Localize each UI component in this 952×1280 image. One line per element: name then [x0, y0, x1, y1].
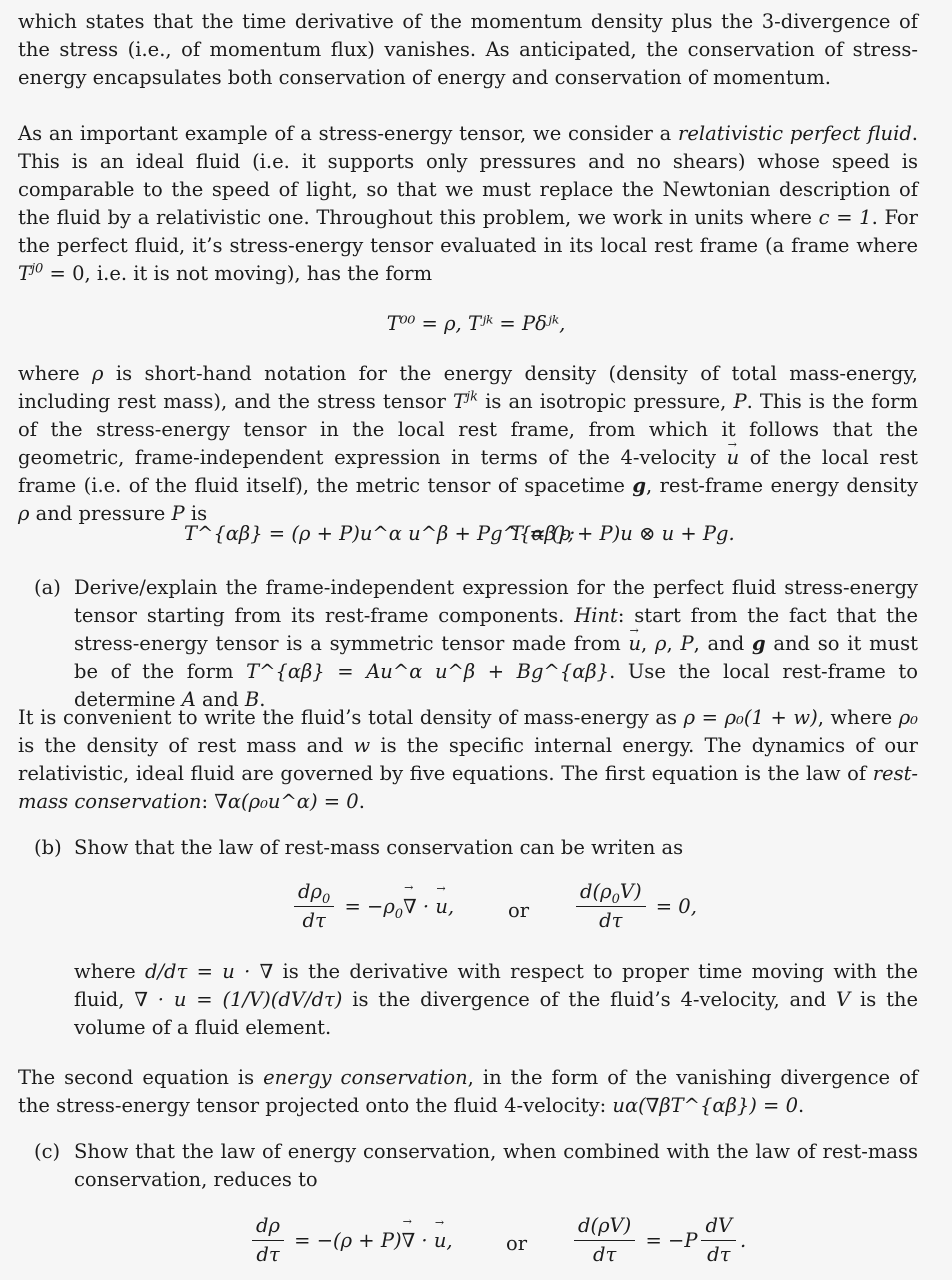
- paragraph-stress-tensor: where ρ is short-hand notation for the energy density (density of total mass-energy, including rest mass), and the stress tensor $T^{jk}$ is an isotropic pressure, P. This is the form of the stress-energy tensor in the local rest frame, from which it follows that the geometric, frame-independent expression in terms of the 4-velocity → u of the local rest frame (i.e. of the fluid itself), the metric tensor of spacetime g, rest-frame energy density ρ and pressure P is: [18, 360, 918, 528]
- units-c-equals-1: c = 1: [818, 206, 872, 229]
- ddtau-definition: d/dτ = u · ∇: [144, 960, 274, 983]
- paragraph-momentum-conservation: [18, 8, 918, 92]
- part-c-text: Show that the law of energy conservation, when combined with the law of rest-mass conservation, reduces to: [74, 1140, 918, 1191]
- p2-rest-b: . For the perfect fluid, it’s stress-energy tensor evaluated in its local rest frame (a frame where: [18, 206, 918, 257]
- part-b-explanation: [34, 958, 918, 1042]
- paragraph-energy-conservation: The second equation is energy conservation, in the form of the vanishing divergence of the stress-energy tensor projected onto the fluid 4-velocity: uα(∇βT^{αβ}) = 0.: [18, 1066, 918, 1117]
- part-b-text: Show that the law of rest-mass conservation can be writen as: [74, 836, 684, 859]
- part-a: [34, 574, 918, 714]
- equation-c-right: $\frac{d(\rho V)}{d\tau}$ = −P $\frac{dV}{d\tau}$ .: [570, 1214, 746, 1267]
- p2-intro: As an important example of a stress-energy tensor, we consider a: [18, 122, 679, 145]
- p2-rest-a: . This is an ideal fluid (i.e. it supports only pressures and no shears) whose speed is comparable to the speed of light, so that we must replace the Newtonian description of the fluid by a relativistic one. Throughout this problem, we work in units where: [18, 122, 918, 229]
- paragraph-1-text: which states that the time derivative of the momentum density plus the 3-divergence of the stress (i.e., of momentum flux) vanishes. As anticipated, the conservation of stress-energy encapsulates both conservation of energy and conservation of momentum.: [18, 10, 918, 89]
- paragraph-rest-mass: It is convenient to write the fluid’s total density of mass-energy as ρ = ρ₀(1 + w), where ρ₀ is the density of rest mass and w is the specific internal energy. The dynamics of our relativistic, ideal fluid are governed by five equations. The first equation is the law of rest-mass conservation: ∇α(ρ₀u^α) = 0.: [18, 706, 918, 813]
- part-c-label: (c): [34, 1140, 61, 1163]
- equation-rest-frame: T⁰⁰ = ρ, Tʲᵏ = Pδʲᵏ,: [386, 312, 566, 335]
- rest-mass-law: ∇α(ρ₀u^α) = 0: [214, 790, 359, 813]
- equation-b-right: $\frac{d(\rho_0V)}{d\tau}$ = 0,: [572, 880, 697, 933]
- equation-covariant-component: T^{αβ} = (ρ + P)u^α u^β + Pg^{αβ};: [184, 522, 575, 545]
- term-rest-mass-conservation: rest-mass conservation: [18, 762, 918, 813]
- metric-g: g: [632, 474, 646, 497]
- term-energy-conservation: energy conservation: [263, 1066, 468, 1089]
- part-b: [34, 834, 918, 862]
- equation-b-or: or: [508, 899, 530, 922]
- part-a-body: Derive/explain the frame-independent expression for the perfect fluid stress-energy tensor starting from its rest-frame components. Hint: start from the fact that the stress-energy tensor is a symmetric tensor made from → u, ρ, P, and g and so it must be of the form T^{αβ} = Au^α u^β + Bg^{αβ}. Use the local rest-frame to determine A and B.: [74, 574, 918, 714]
- frame-condition: $T^{j0} = 0$: [18, 261, 85, 285]
- equation-b-left: $\frac{d\rho_0}{d\tau}$ = $-\rho_0\to$ ∇ · → u,: [290, 880, 454, 933]
- equation-covariant-geometric: T = (ρ + P)u ⊗ u + Pg.: [510, 522, 735, 545]
- p2-rest-c: , i.e. it is not moving), has the form: [84, 262, 433, 285]
- divergence-definition: ∇ · u = (1/V)(dV/dτ): [134, 988, 343, 1011]
- part-b-where: where d/dτ = u · ∇ is the derivative with respect to proper time moving with the fluid, ∇ · u = (1/V)(dV/dτ) is the divergence of the fluid’s 4-velocity, and V is the volume of a fluid element.: [74, 960, 919, 1039]
- paragraph-perfect-fluid-intro: [18, 120, 918, 288]
- part-b-label: (b): [34, 836, 62, 859]
- part-c: [34, 1138, 918, 1194]
- energy-law: uα(∇βT^{αβ}) = 0: [612, 1094, 798, 1117]
- vector-u: → u: [727, 444, 740, 472]
- equation-c-or: or: [506, 1232, 528, 1255]
- term-relativistic-perfect-fluid: relativistic perfect fluid: [678, 122, 912, 145]
- equation-c-left: $\frac{d\rho}{d\tau}$ = −(ρ + P)→ ∇ · → u,: [248, 1214, 453, 1267]
- part-a-label: (a): [34, 576, 61, 599]
- hint-label: Hint: [574, 604, 618, 627]
- tensor-form: T^{αβ} = Au^α u^β + Bg^{αβ}: [246, 660, 610, 683]
